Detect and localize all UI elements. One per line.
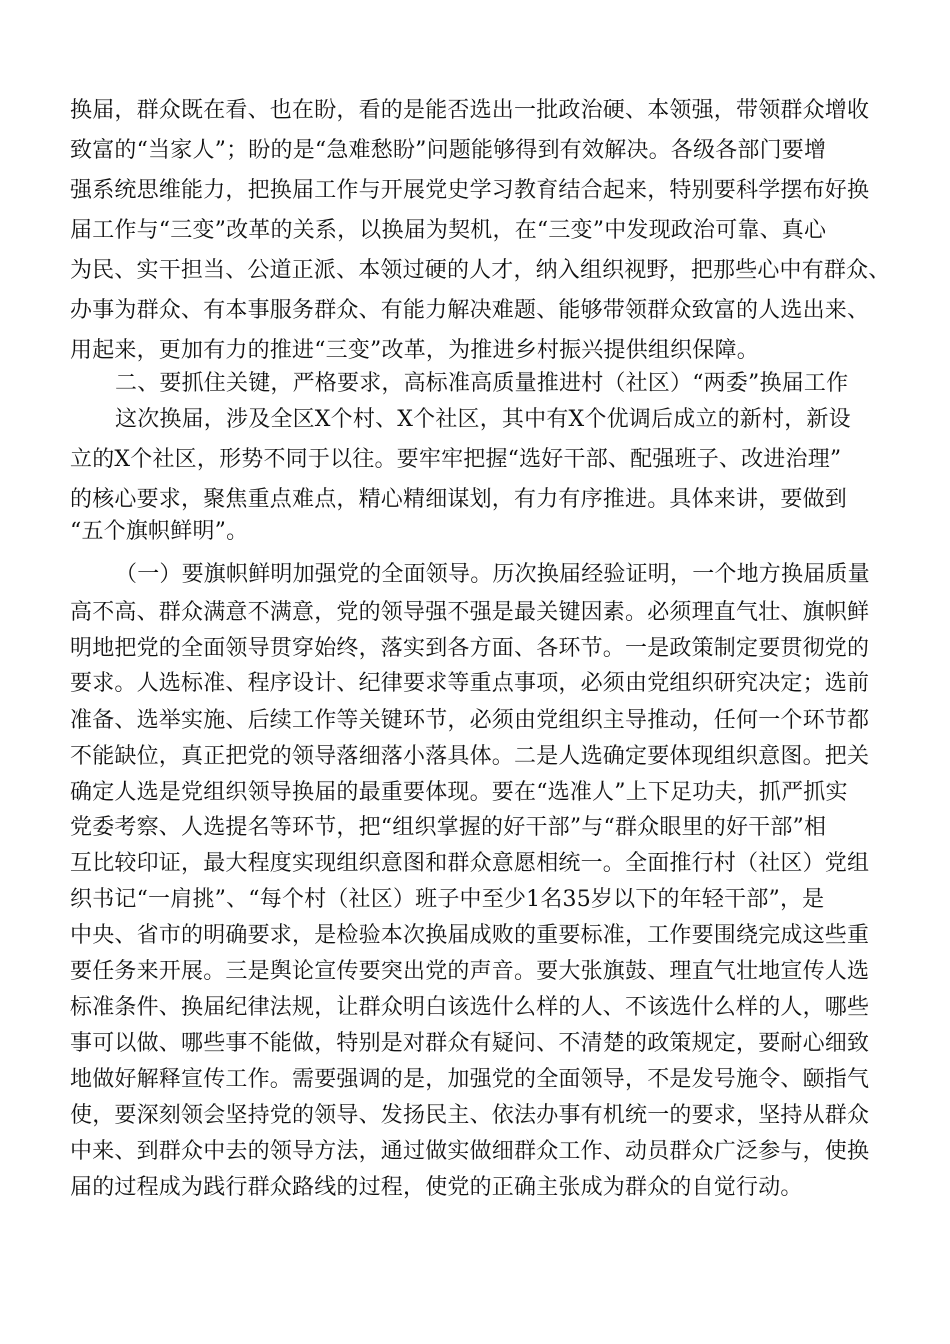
- text-line: 致富的“当家人”；盼的是“急难愁盼”问题能够得到有效解决。各级各部门要增: [70, 138, 827, 163]
- text-line: 换届，群众既在看、也在盼，看的是能否选出一批政治硬、本领强，带领群众增收: [70, 98, 870, 123]
- subsection-heading: （一）要旗帜鲜明加强党的全面领导。历次换届经验证明，一个地方换届质量: [115, 562, 870, 587]
- text-line: 确定人选是党组织领导换届的最重要体现。要在“选准人”上下足功夫，抓严抓实: [70, 780, 848, 805]
- text-line: 准备、选举实施、后续工作等关键环节，必须由党组织主导推动，任何一个环节都: [70, 708, 870, 733]
- text-line: 事可以做、哪些事不能做，特别是对群众有疑问、不清楚的政策规定，要耐心细致: [70, 1031, 870, 1056]
- text-line: 的核心要求，聚焦重点难点，精心精细谋划，有力有序推进。具体来讲，要做到: [70, 487, 848, 512]
- text-line: 届的过程成为践行群众路线的过程，使党的正确主张成为群众的自觉行动。: [70, 1175, 803, 1200]
- text-line: 地做好解释宣传工作。需要强调的是，加强党的全面领导，不是发号施令、颐指气: [70, 1067, 870, 1092]
- text-line: 使，要深刻领会坚持党的领导、发扬民主、依法办事有机统一的要求，坚持从群众: [70, 1103, 870, 1128]
- text-line: 互比较印证，最大程度实现组织意图和群众意愿相统一。全面推行村（社区）党组: [70, 851, 870, 876]
- text-line: 要求。人选标准、程序设计、纪律要求等重点事项，必须由党组织研究决定；选前: [70, 671, 870, 696]
- text-line: 高不高、群众满意不满意，党的领导强不强是最关键因素。必须理直气壮、旗帜鲜: [70, 600, 870, 625]
- text-line: 中央、省市的明确要求，是检验本次换届成败的重要标准，工作要围绕完成这些重: [70, 923, 870, 948]
- text-line: 这次换届，涉及全区X个村、X个社区，其中有X个优调后成立的新村，新设: [115, 407, 851, 432]
- text-line: 标准条件、换届纪律法规，让群众明白该选什么样的人、不该选什么样的人，哪些: [70, 995, 870, 1020]
- text-line: “五个旗帜鲜明”。: [70, 519, 249, 544]
- text-line: 中来、到群众中去的领导方法，通过做实做细群众工作、动员群众广泛参与，使换: [70, 1139, 870, 1164]
- text-line: 要任务来开展。三是舆论宣传要突出党的声音。要大张旗鼓、理直气壮地宣传人选: [70, 959, 870, 984]
- text-line: 用起来，更加有力的推进“三变”改革，为推进乡村振兴提供组织保障。: [70, 338, 759, 363]
- text-line: 为民、实干担当、公道正派、本领过硬的人才，纳入组织视野，把那些心中有群众、: [70, 258, 891, 283]
- text-line: 强系统思维能力，把换届工作与开展党史学习教育结合起来，特别要科学摆布好换: [70, 178, 870, 203]
- text-line: 党委考察、人选提名等环节，把“组织掌握的好干部”与“群众眼里的好干部”相: [70, 815, 827, 840]
- text-line: 明地把党的全面领导贯穿始终，落实到各方面、各环节。一是政策制定要贯彻党的: [70, 636, 870, 661]
- text-line: 立的X个社区，形势不同于以往。要牢牢把握“选好干部、配强班子、改进治理”: [70, 447, 842, 472]
- text-line: 不能缺位，真正把党的领导落细落小落具体。二是人选确定要体现组织意图。把关: [70, 744, 870, 769]
- section-heading: 二、要抓住关键，严格要求，高标准高质量推进村（社区）“两委”换届工作: [115, 371, 849, 396]
- text-line: 办事为群众、有本事服务群众、有能力解决难题、能够带领群众致富的人选出来、: [70, 298, 870, 323]
- text-line: 届工作与“三变”改革的关系，以换届为契机，在“三变”中发现政治可靠、真心: [70, 218, 827, 243]
- text-line: 织书记“一肩挑”、“每个村（社区）班子中至少1名35岁以下的年轻干部”，是: [70, 887, 825, 912]
